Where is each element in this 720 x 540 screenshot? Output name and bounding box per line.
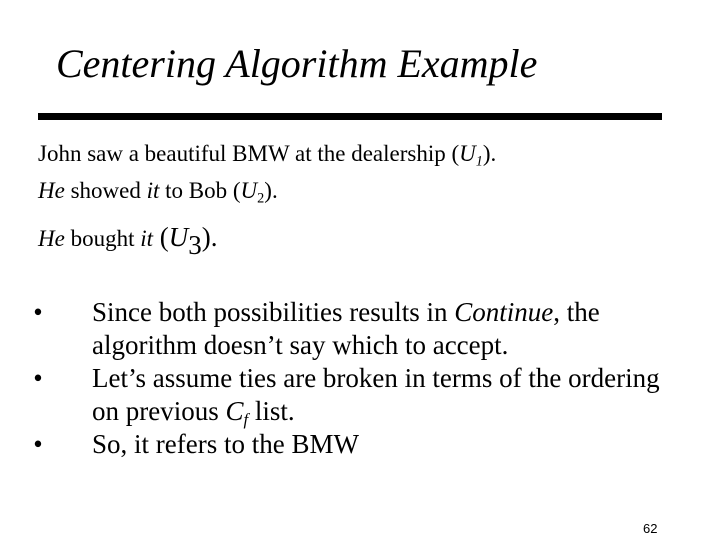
bullet-list [30, 296, 670, 461]
sentence-2-text: showed [64, 178, 147, 203]
bullet-1-text: Since both possibilities results in [92, 297, 455, 327]
title-divider [38, 113, 662, 120]
bullet-item-3 [30, 428, 670, 461]
bullet-item-1 [30, 296, 670, 362]
example-sentence-2 [38, 178, 278, 207]
bullet-icon: • [33, 363, 43, 393]
utterance-label-u: U [459, 141, 476, 166]
pronoun-he: He [38, 226, 65, 251]
bullet-item-2 [30, 362, 670, 428]
bullet-2-text: Let’s assume ties are broken in terms of the ordering on previous [92, 363, 660, 426]
sentence-3-open-paren: ( [153, 222, 169, 252]
bullet-2-text-b: list. [248, 396, 295, 426]
page-number: 62 [643, 521, 658, 536]
sentence-3-text: bought [64, 226, 141, 251]
sentence-1-close: ). [482, 141, 497, 166]
utterance-subscript-2: 2 [257, 190, 265, 207]
bullet-3-text: So, it refers to the BMW [92, 429, 359, 459]
utterance-subscript-3: 3 [188, 230, 202, 261]
sentence-3-close: ). [201, 222, 218, 252]
slide-title: Centering Algorithm Example [56, 41, 538, 86]
sentence-2-close: ). [264, 178, 278, 203]
centers-subscript-f: f [243, 410, 249, 430]
pronoun-he: He [38, 178, 65, 203]
sentence-2-text-b: to Bob ( [159, 178, 241, 203]
pronoun-it: it [140, 226, 153, 251]
centers-label-c: C [225, 396, 244, 426]
bullet-1-text-b: , the algorithm doesn’t say which to accept. [92, 297, 600, 360]
example-sentence-3 [38, 222, 218, 261]
utterance-label-u: U [168, 222, 189, 252]
sentence-1-text: John saw a beautiful BMW at the dealership ( [38, 141, 460, 166]
utterance-subscript-1: 1 [475, 153, 483, 170]
bullet-1-emphasis: Continue [454, 297, 554, 327]
utterance-label-u: U [240, 178, 258, 203]
example-sentence-1 [38, 141, 497, 170]
bullet-icon: • [33, 297, 43, 327]
pronoun-it: it [146, 178, 160, 203]
bullet-icon: • [33, 429, 43, 459]
